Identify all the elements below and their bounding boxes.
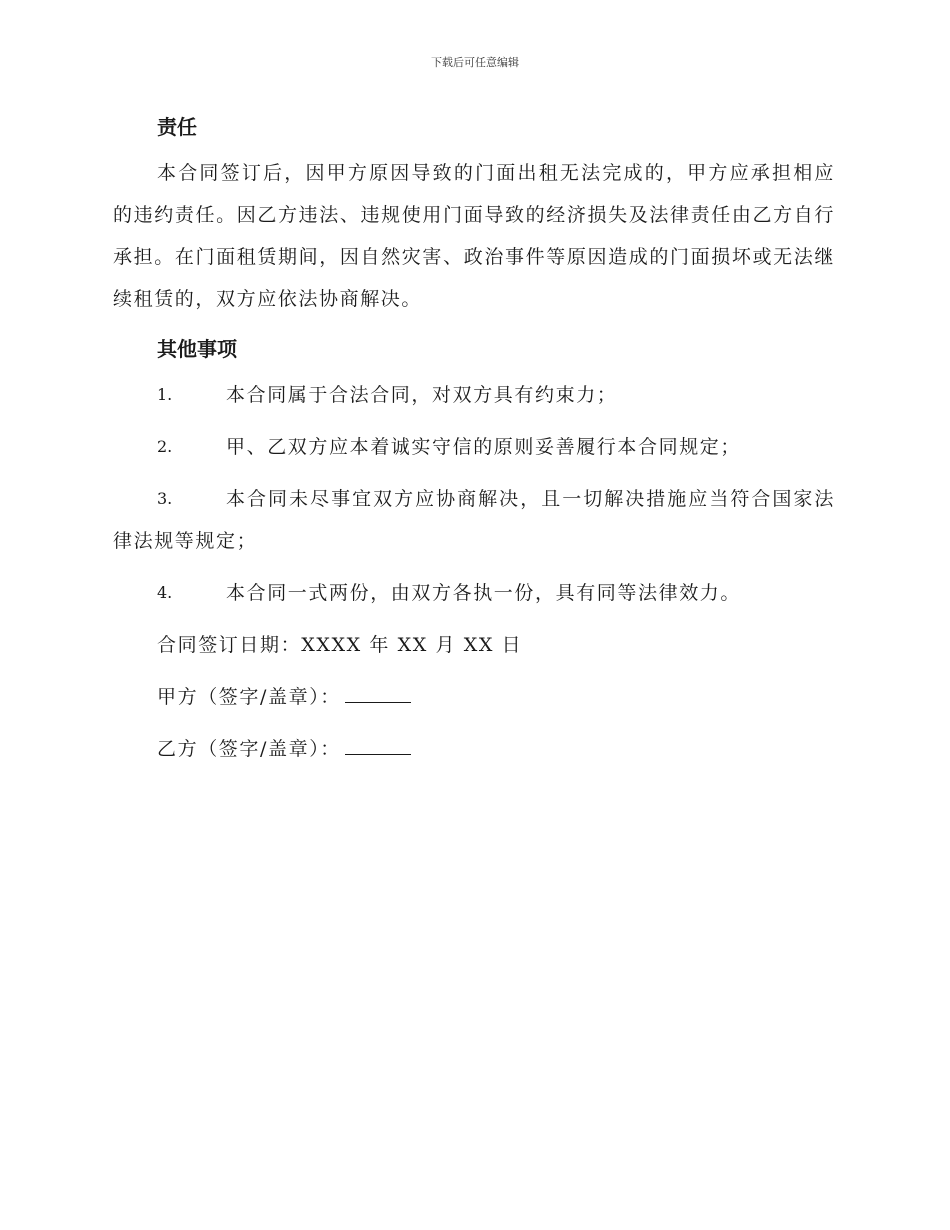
section-heading-other: 其他事项	[157, 337, 237, 361]
list-item	[113, 374, 835, 416]
list-item-text: 本合同未尽事宜双方应协商解决，且一切解决措施应当符合国家法律法规等规定；	[113, 488, 835, 552]
document-body	[113, 112, 835, 780]
list-item	[113, 426, 835, 468]
party-b-label: 乙方（签字/盖章）：	[157, 738, 341, 760]
list-item-text: 本合同属于合法合同，对双方具有约束力；	[226, 384, 618, 406]
list-item	[113, 572, 835, 614]
list-item-text: 本合同一式两份，由双方各执一份，具有同等法律效力。	[226, 582, 742, 604]
section-heading-liability: 责任	[157, 115, 197, 139]
section-spacer	[113, 320, 835, 334]
list-item-number: 2.	[157, 437, 173, 456]
party-b-signature-blank[interactable]	[345, 734, 411, 755]
liability-paragraph: 本合同签订后，因甲方原因导致的门面出租无法完成的，甲方应承担相应的违约责任。因乙方违法、违规使用门面导致的经济损失及法律责任由乙方自行承担。在门面租赁期间，因自然灾害、政治事件等原因造成的门面损坏或无法继续租赁的，双方应依法协商解决。	[113, 162, 835, 310]
signing-date-line: 合同签订日期：XXXX 年 XX 月 XX 日	[157, 634, 523, 656]
list-item	[113, 478, 835, 562]
header-note: 下载后可任意编辑	[431, 56, 519, 69]
list-item-number: 1.	[157, 385, 173, 404]
party-a-signature-line	[113, 676, 835, 718]
list-item-number: 3.	[157, 489, 173, 508]
party-b-signature-line	[113, 728, 835, 770]
party-a-label: 甲方（签字/盖章）：	[157, 686, 341, 708]
party-a-signature-blank[interactable]	[345, 682, 411, 703]
list-item-text: 甲、乙双方应本着诚实守信的原则妥善履行本合同规定；	[226, 436, 742, 458]
list-item-number: 4.	[157, 583, 173, 602]
